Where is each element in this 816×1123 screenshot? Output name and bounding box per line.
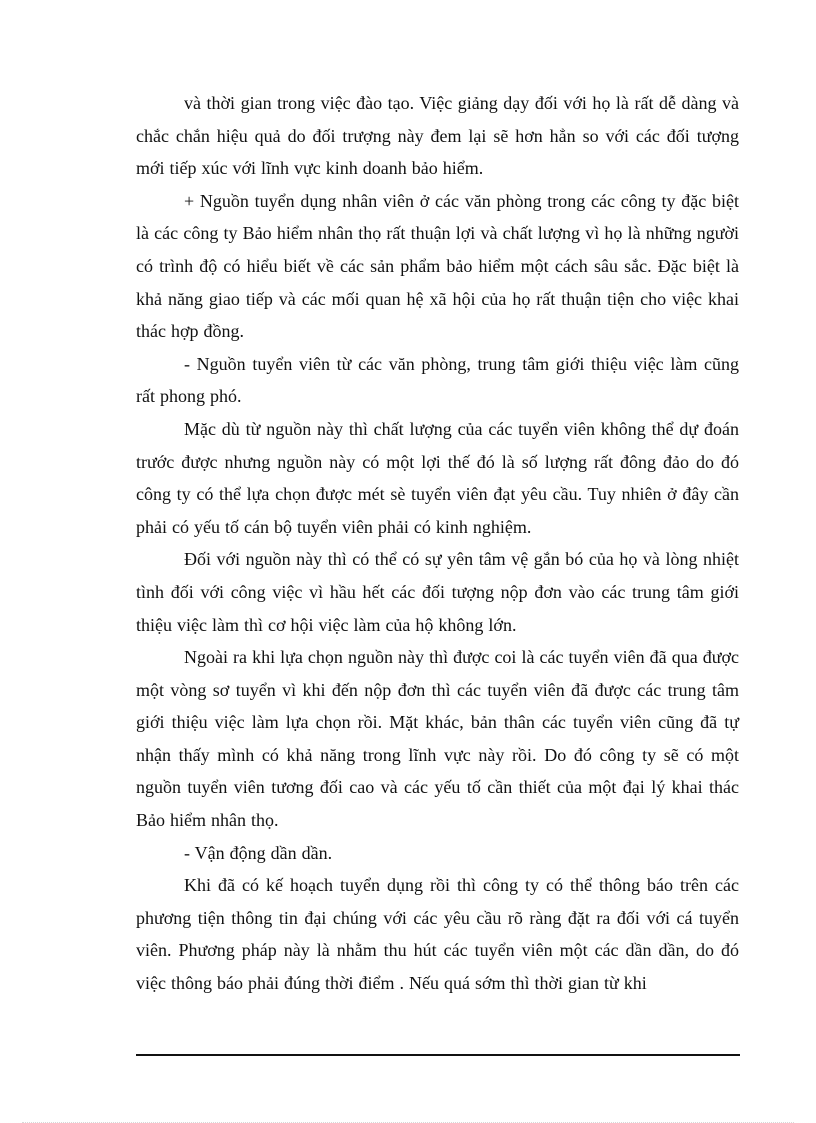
paragraph: và thời gian trong việc đào tạo. Việc giảng dạy đối với họ là rất dễ dàng và chắc chắn hiệu quả do đối trượng này đem lại sẽ hơn hẳn so với các đối tượng mới tiếp xúc với lĩnh vực kinh doanh bảo hiểm. bbox=[136, 93, 739, 179]
footer-divider bbox=[136, 1054, 740, 1056]
paragraph: Ngoài ra khi lựa chọn nguồn này thì được coi là các tuyển viên đã qua được một vòng sơ tuyển vì khi đến nộp đơn thì các tuyển viên đã được các trung tâm giới thiệu việc làm lựa chọn rồi. Mặt khác, bản thân các tuyển viên cũng đã tự nhận thấy mình có khả năng trong lĩnh vực này rồi. Do đó công ty sẽ có một nguồn tuyển viên tương đối cao và các yếu tố cần thiết của một đại lý khai thác Bảo hiểm nhân thọ. bbox=[136, 647, 739, 831]
paragraph: - Nguồn tuyển viên từ các văn phòng, trung tâm giới thiệu việc làm cũng rất phong phó. bbox=[136, 353, 739, 407]
paragraph: + Nguồn tuyển dụng nhân viên ở các văn phòng trong các công ty đặc biệt là các công ty Bảo hiểm nhân thọ rất thuận lợi và chất lượng vì họ là những người có trình độ có hiểu biết về các sản phẩm bảo hiểm một cách sâu sắc. Đặc biệt là khả năng giao tiếp và các mối quan hệ xã hội của họ rất thuận tiện cho việc khai thác hợp đồng. bbox=[136, 190, 739, 342]
body-text bbox=[136, 87, 739, 1000]
paragraph: Đối với nguồn này thì có thể có sự yên tâm vệ gắn bó của họ và lòng nhiệt tình đối với công việc vì hầu hết các đối tượng nộp đơn vào các trung tâm giới thiệu việc làm thì cơ hội việc làm của hộ không lớn. bbox=[136, 549, 739, 635]
paragraph: - Vận động dần dần. bbox=[184, 842, 333, 863]
paragraph: Khi đã có kế hoạch tuyển dụng rồi thì công ty có thể thông báo trên các phương tiện thông tin đại chúng với các yêu cầu rõ ràng đặt ra đối với cá tuyển viên. Phương pháp này là nhằm thu hút các tuyển viên một các dần dần, do đó việc thông báo phải đúng thời điểm . Nếu quá sớm thì thời gian từ khi bbox=[136, 875, 739, 994]
paragraph: Mặc dù từ nguồn này thì chất lượng của các tuyển viên không thể dự đoán trước được nhưng nguồn này có một lợi thế đó là số lượng rất đông đảo do đó công ty có thể lựa chọn được mét sè tuyển viên đạt yêu cầu. Tuy nhiên ở đây cần phải có yếu tố cán bộ tuyển viên phải có kinh nghiệm. bbox=[136, 418, 739, 537]
